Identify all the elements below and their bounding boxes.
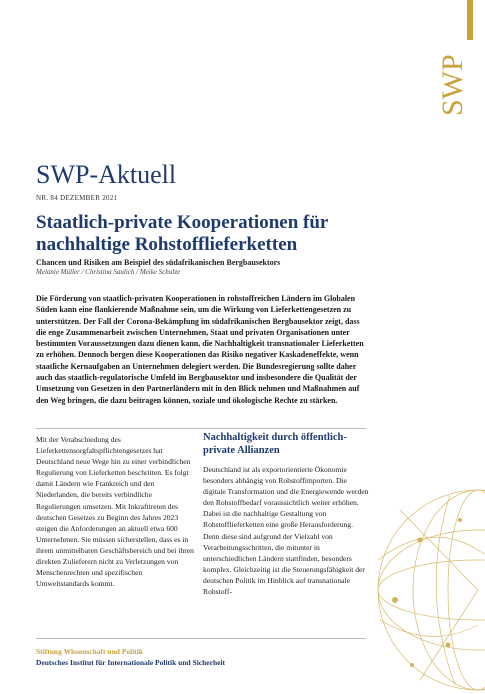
authors: Melanie Müller / Christina Saulich / Meike Schulze xyxy=(36,268,181,276)
body-column-right: Deutschland ist als exportorientierte Ökonomie besonders abhängig von Rohstoffimporten. Die digitale Transformation und die Energiewende werden den Rohstoffbedarf voraussichtlich weiter erhöhen. Dabei ist die nachhaltige Gestaltung von Rohstofflieferketten eine große Herausforderung. Denn diese sind aufgrund der Vielzahl von Verarbeitungsschritten, die mitunter in unterschiedlichen Ländern stattfinden, besonders komplex. Gleichzeitig ist die Steuerungsfähigkeit der deutschen Politik im Hinblick auf transnationale Rohstoff- xyxy=(203,465,369,597)
document-subtitle: Chancen und Risiken am Beispiel des südafrikanischen Bergbausektors xyxy=(36,258,281,267)
section-heading: Nachhaltigkeit durch öffentlich-private Allianzen xyxy=(203,432,347,456)
abstract: Die Förderung von staatlich-privaten Kooperationen in rohstoffreichen Ländern im Globalen Süden kann eine flankierende Maßnahme sein, um die Wirkung von Lieferkettengesetzen zu unterstützen. Der Fall der Corona-Bekämpfung im südafrikanischen Bergbausektor zeigt, dass die enge Zusammenarbeit zwischen Unternehmen, Staat und privaten Organisationen unter bestimmten Voraussetzungen dazu dienen kann, die Nachhaltigkeit transnationaler Lieferketten zu erhöhen. Dennoch bergen diese Kooperationen das Risiko negativer Kaskadeneffekte, wenn staatliche Kernaufgaben an Unternehmen delegiert werden. Die Bundesregierung sollte daher auch das staatlich-regulatorische Umfeld im Bergbausektor und insbesondere die Qualität der Umsetzung von Gesetzen in den Partnerländern mit in den Blick nehmen und Maßnahmen auf den Weg bringen, die dazu beitragen können, soziale und ökologische Rechte zu stärken. xyxy=(36,294,364,405)
globe-illustration xyxy=(360,400,485,694)
footer-institute: Deutsches Institut für Internationale Politik und Sicherheit xyxy=(36,658,226,667)
series-title: SWP-Aktuell xyxy=(36,160,177,189)
divider xyxy=(36,428,366,429)
body-column-left: Mit der Verabschiedung des Lieferkettensorgfaltspflichtengesetzes hat Deutschland neue Wege hin zu einer verbindlichen Regulierung von Lieferketten beschritten. Es folgt damit Ländern wie Frankreich und den Niederlanden, die bereits verbindliche Regulierungen umsetzen. Mit Inkrafttreten des deutschen Gesetzes zu Beginn des Jahres 2023 steigen die Anforderungen an aktuell etwa 600 Unternehmen. Sie müssen sicherstellen, dass es in ihrem unmittelbaren Geschäftsbereich und bei ihren direkten Zulieferern nicht zu Verletzungen von Menschenrechten und spezifischen Umweltstandards kommt. xyxy=(36,435,194,589)
issue-line: NR. 84 DEZEMBER 2021 xyxy=(36,194,118,202)
logo-accent-bar xyxy=(467,0,473,40)
footer-organization: Stiftung Wissenschaft und Politik xyxy=(36,647,144,656)
swp-logo xyxy=(432,44,472,118)
document-title: Staatlich-private Kooperationen für nachhaltige Rohstofflieferketten xyxy=(36,212,329,255)
footer-divider xyxy=(36,638,366,639)
logo-text: SWP xyxy=(436,54,469,116)
footer xyxy=(36,646,225,668)
